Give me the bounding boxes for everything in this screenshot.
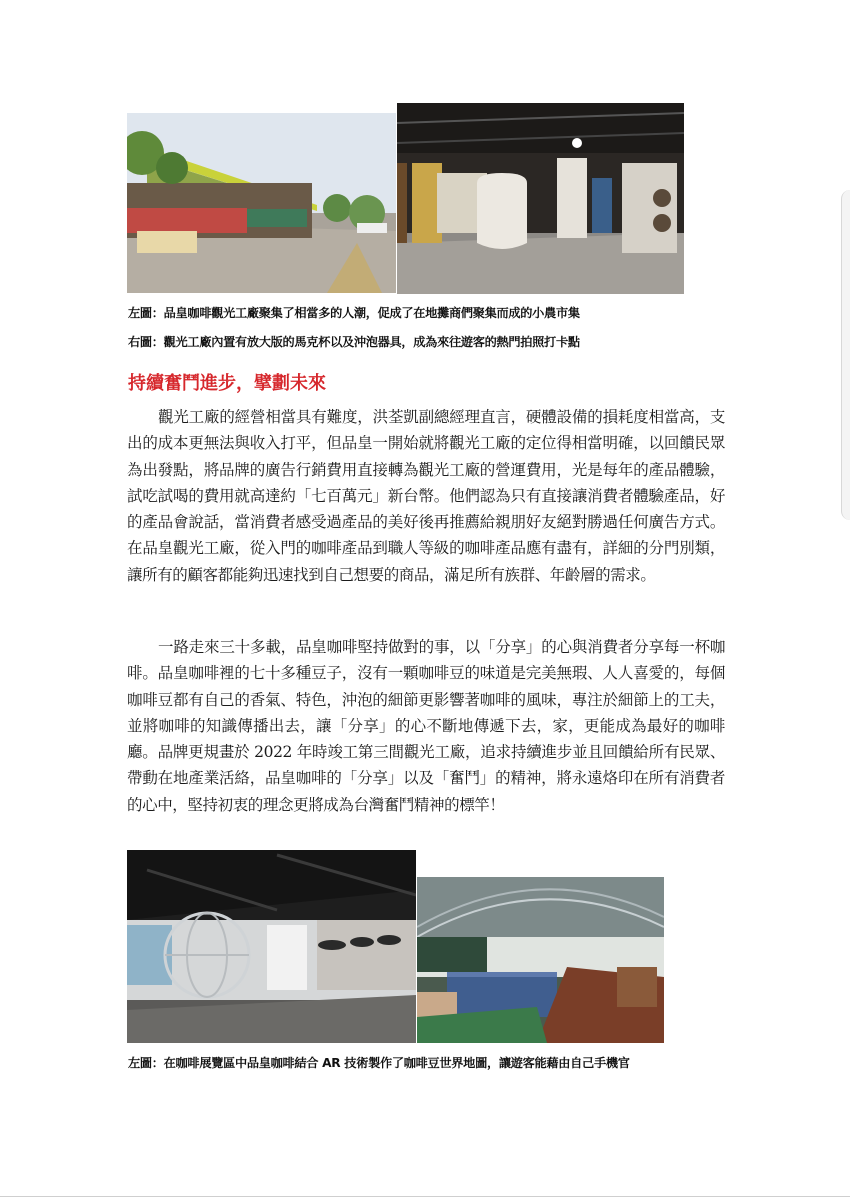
paragraph-2: 一路走來三十多載，品皇咖啡堅持做對的事，以「分享」的心與消費者分享每一杯咖啡。品皇咖啡裡的七十多種豆子，沒有一顆咖啡豆的味道是完美無瑕、人人喜愛的，每個咖啡豆都有自己的香氣、特色，沖泡的細節更影響著咖啡的風味，專注於細節上的工夫，並將咖啡的知識傳播出去，讓「分享」的心不斷地傳遞下去，家，更能成為最好的咖啡廳。品牌更規畫於 2022 年時竣工第三間觀光工廠，追求持續進步並且回饋給所有民眾、帶動在地產業活絡，品皇咖啡的「分享」以及「奮鬥」的精神，將永遠烙印在所有消費者的心中，堅持初衷的理念更將成為台灣奮鬥精神的標竿！	[127, 638, 725, 814]
photo-factory-interior	[397, 103, 684, 294]
paragraph-1: 觀光工廠的經營相當具有難度，洪荃凱副總經理直言，硬體設備的損耗度相當高，支出的成本更無法與收入打平，但品皇一開始就將觀光工廠的定位得相當明確，以回饋民眾為出發點，將品牌的廣告行銷費用直接轉為觀光工廠的營運費用，光是每年的產品體驗，試吃試喝的費用就高達約「七百萬元」新台幣。他們認為只有直接讓消費者體驗產品，好的產品會說話，當消費者感受過產品的美好後再推薦給親朋好友絕對勝過任何廣告方式。在品皇觀光工廠，從入門的咖啡產品到職人等級的咖啡產品應有盡有，詳細的分門別類，讓所有的顧客都能夠迅速找到自己想要的商品，滿足所有族群、年齡層的需求。	[127, 408, 725, 584]
photo-warehouse	[417, 877, 664, 1043]
caption-right-top: 右圖：觀光工廠內置有放大版的馬克杯以及沖泡器具，成為來往遊客的熱門拍照打卡點	[128, 335, 580, 349]
caption-left-top: 左圖：品皇咖啡觀光工廠聚集了相當多的人潮，促成了在地攤商們聚集而成的小農市集	[128, 306, 580, 320]
photo-market-street	[127, 113, 396, 293]
page-bottom-divider	[0, 1196, 850, 1197]
section-heading: 持續奮鬥進步，擘劃未來	[128, 373, 326, 394]
page-scroll-edge	[841, 190, 850, 520]
photo-exhibition-globe	[127, 850, 416, 1043]
caption-left-bottom: 左圖：在咖啡展覽區中品皇咖啡結合 AR 技術製作了咖啡豆世界地圖，讓遊客能藉由自己手機官	[128, 1056, 630, 1070]
